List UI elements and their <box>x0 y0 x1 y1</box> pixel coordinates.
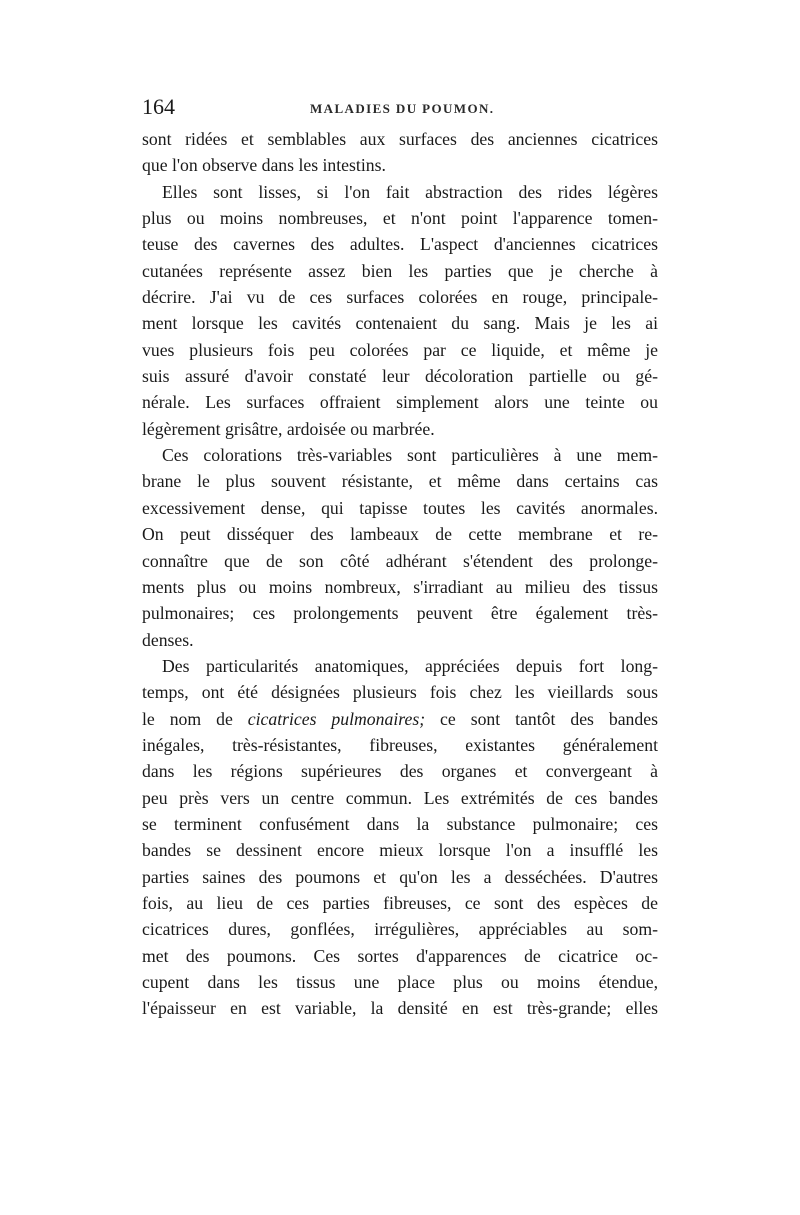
text-segment: le nom de <box>142 708 248 729</box>
text-line: peu près vers un centre commun. Les extrémités de ces bandes <box>142 787 658 808</box>
text-line: connaître que de son côté adhérant s'étendent des prolonge- <box>142 550 658 571</box>
text-line: On peut disséquer des lambeaux de cette membrane et re- <box>142 524 658 545</box>
text-line: cutanées représente assez bien les parties que je cherche à <box>142 260 658 281</box>
text-line: l'épaisseur en est variable, la densité en est très-grande; elles <box>142 998 658 1019</box>
running-title: MALADIES DU POUMON. <box>310 101 495 116</box>
text-line: cicatrices dures, gonflées, irrégulières, appréciables au som- <box>142 919 658 940</box>
text-line: ments plus ou moins nombreux, s'irradiant au milieu des tissus <box>142 576 658 597</box>
text-line: pulmonaires; ces prolongements peuvent être également très- <box>142 603 658 624</box>
italic-term: cicatrices pulmonaires; <box>247 708 426 729</box>
page-number: 164 <box>142 94 175 119</box>
text-line: se terminent confusément dans la substance pulmonaire; ces <box>142 813 658 834</box>
text-line: suis assuré d'avoir constaté leur décoloration partielle ou gé- <box>142 366 658 387</box>
text-segment: ce sont tantôt des bandes <box>425 708 658 729</box>
text-line: que l'on observe dans les intestins. <box>142 155 386 176</box>
text-line: denses. <box>142 629 194 650</box>
text-line: temps, ont été désignées plusieurs fois chez les vieillards sous <box>142 682 658 703</box>
text-line: fois, au lieu de ces parties fibreuses, ce sont des espèces de <box>142 892 658 913</box>
text-line: plus ou moins nombreuses, et n'ont point l'apparence tomen- <box>142 208 658 229</box>
page-header <box>142 94 658 124</box>
text-line: nérale. Les surfaces offraient simplement alors une teinte ou <box>142 392 658 413</box>
text-line: Des particularités anatomiques, appréciées depuis fort long- <box>162 655 658 676</box>
text-line: brane le plus souvent résistante, et même dans certains cas <box>142 471 658 492</box>
text-line: vues plusieurs fois peu colorées par ce liquide, et même je <box>142 339 658 360</box>
text-line <box>142 706 658 732</box>
text-line: décrire. J'ai vu de ces surfaces colorées en rouge, principale- <box>142 287 658 308</box>
text-line: met des poumons. Ces sortes d'apparences de cicatrice oc- <box>142 945 658 966</box>
text-line: Ces colorations très-variables sont particulières à une mem- <box>162 445 658 466</box>
text-line: légèrement grisâtre, ardoisée ou marbrée. <box>142 418 435 439</box>
text-line: teuse des cavernes des adultes. L'aspect d'anciennes cicatrices <box>142 234 658 255</box>
text-line: ment lorsque les cavités contenaient du sang. Mais je les ai <box>142 313 658 334</box>
text-line: excessivement dense, qui tapisse toutes les cavités anormales. <box>142 497 658 518</box>
text-line: inégales, très-résistantes, fibreuses, existantes généralement <box>142 734 658 755</box>
body-text <box>142 126 658 1022</box>
text-line: cupent dans les tissus une place plus ou moins étendue, <box>142 972 658 992</box>
text-line: Elles sont lisses, si l'on fait abstraction des rides légères <box>162 181 658 202</box>
text-line: bandes se dessinent encore mieux lorsque l'on a insufflé les <box>142 840 658 861</box>
text-line: parties saines des poumons et qu'on les a desséchées. D'autres <box>142 866 658 887</box>
text-line: dans les régions supérieures des organes et convergeant à <box>142 761 658 782</box>
text-line: sont ridées et semblables aux surfaces des anciennes cicatrices <box>142 129 658 149</box>
